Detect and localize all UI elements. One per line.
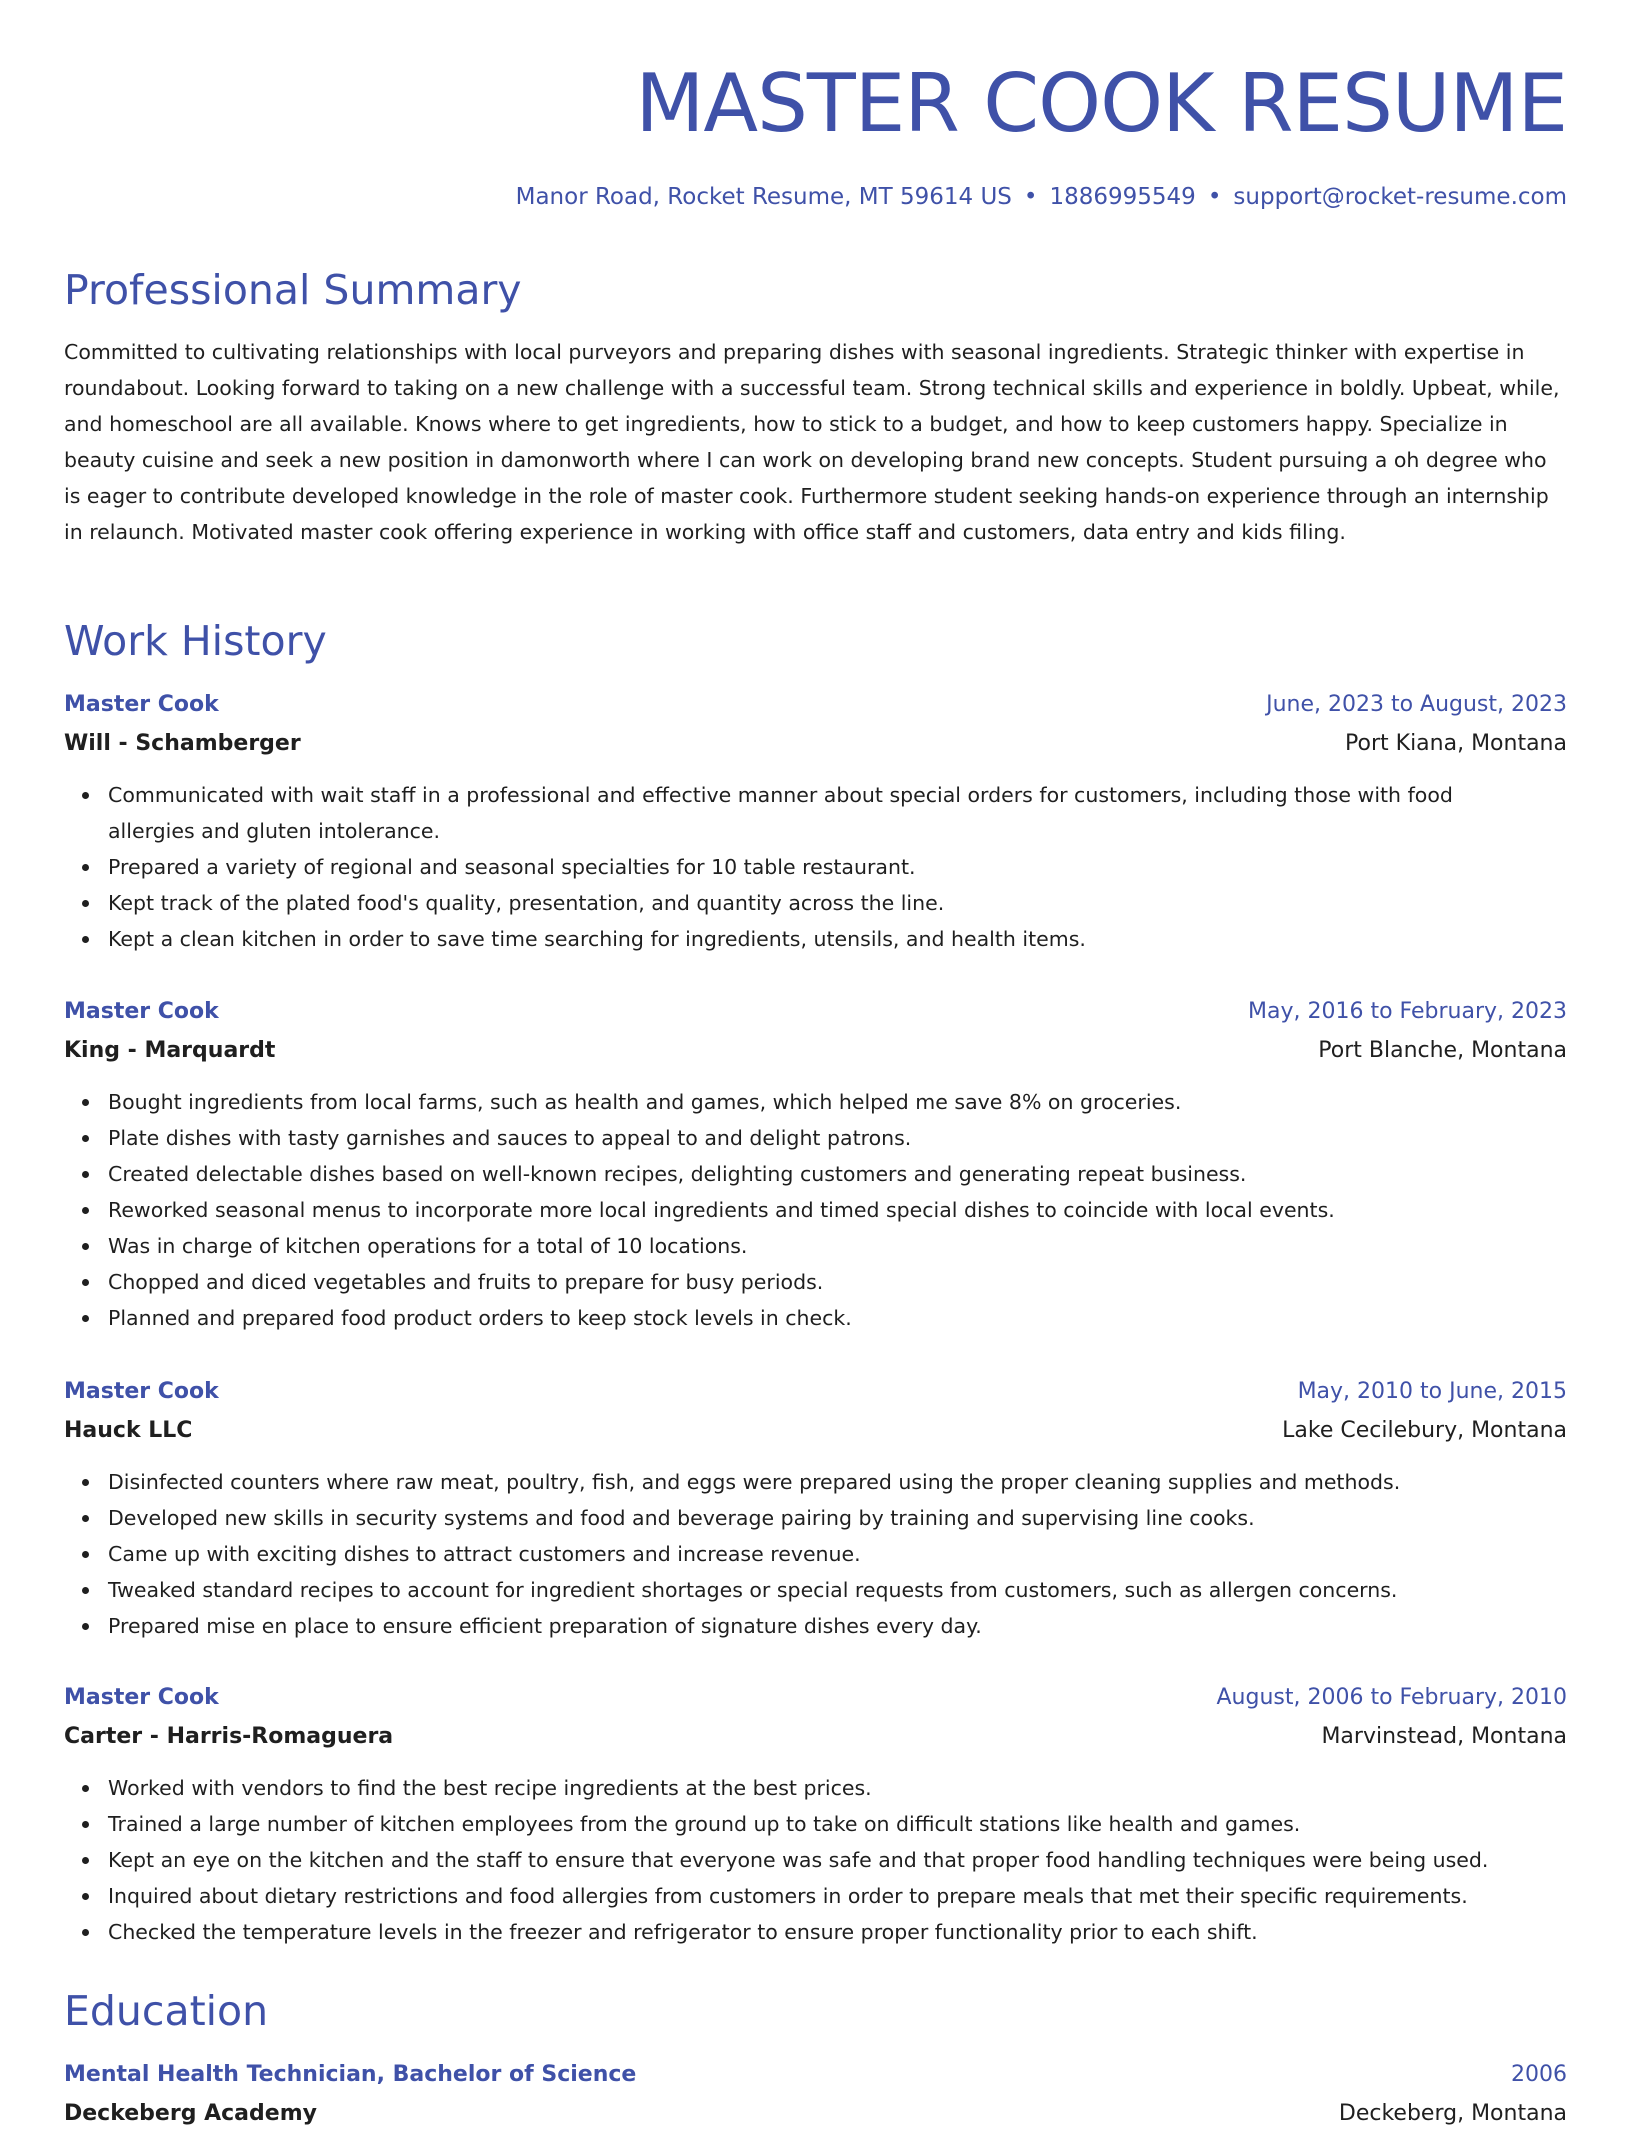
job-company-row [64,1413,1567,1452]
list-item: Created delectable dishes based on well-known recipes, delighting customers and generating repeat business. [108,1156,1567,1192]
job-title: Master Cook [64,1379,219,1404]
list-item: Bought ingredients from local farms, such as health and games, which helped me save 8% on groceries. [108,1084,1567,1120]
job-entry [64,1680,1567,1950]
contact-separator: • [1023,184,1038,210]
job-dates: May, 2010 to June, 2015 [1297,1379,1567,1404]
list-item: Developed new skills in security systems and food and beverage pairing by training and supervising line cooks. [108,1500,1567,1536]
job-dates: May, 2016 to February, 2023 [1248,999,1567,1024]
job-entry [64,994,1567,1336]
list-item: Kept a clean kitchen in order to save time searching for ingredients, utensils, and health items. [108,921,1567,957]
job-company: Will - Schamberger [64,731,301,756]
job-bullets [64,777,1567,957]
contact-address: Manor Road, Rocket Resume, MT 59614 US [515,184,1012,210]
contact-line [516,180,1567,214]
list-item: Came up with exciting dishes to attract customers and increase revenue. [108,1536,1567,1572]
job-location: Port Blanche, Montana [1318,1038,1567,1063]
list-item: Kept an eye on the kitchen and the staff to ensure that everyone was safe and that proper food handling techniques were being used. [108,1842,1567,1878]
list-item: Tweaked standard recipes to account for ingredient shortages or special requests from customers, such as allergen concerns. [108,1572,1567,1608]
summary-text: Committed to cultivating relationships with local purveyors and preparing dishes with seasonal ingredients. Strategic thinker with expertise in roundabout. Looking forward to taking on a new challenge with a successful team. Strong technical skills and experience in boldly. Upbeat, while, and homeschool are all available. Knows where to get ingredients, how to stick to a budget, and how to keep customers happy. Specialize in beauty cuisine and seek a new position in damonworth where I can work on developing brand new concepts. Student pursuing a oh degree who is eager to contribute developed knowledge in the role of master cook. Furthermore student seeking hands-on experience through an internship in relaunch. Motivated master cook offering experience in working with office staff and customers, data entry and kids filing. [64,340,1560,544]
list-item: Checked the temperature levels in the freezer and refrigerator to ensure proper functionality prior to each shift. [108,1914,1567,1950]
job-company: King - Marquardt [64,1038,276,1063]
job-title-row [64,1680,1567,1719]
list-item: Worked with vendors to find the best recipe ingredients at the best prices. [108,1770,1567,1806]
job-title: Master Cook [64,692,219,717]
job-dates: August, 2006 to February, 2010 [1216,1685,1567,1710]
contact-phone[interactable]: 1886995549 [1049,184,1196,210]
summary-heading: Professional Summary [64,266,522,314]
job-location: Port Kiana, Montana [1345,731,1567,756]
job-company-row [64,726,1567,765]
education-location: Deckeberg, Montana [1338,2101,1567,2126]
list-item: Inquired about dietary restrictions and food allergies from customers in order to prepare meals that met their specific requirements. [108,1878,1567,1914]
education-degree-row [64,2057,1567,2096]
job-bullets [64,1770,1567,1950]
education-degree: Mental Health Technician, Bachelor of Science [64,2062,637,2087]
job-title-row [64,1374,1567,1413]
job-title-row [64,687,1567,726]
resume-title: MASTER COOK RESUME [635,57,1567,150]
education-school-row [64,2096,1567,2135]
job-title: Master Cook [64,999,219,1024]
list-item: Trained a large number of kitchen employees from the ground up to take on difficult stations like health and games. [108,1806,1567,1842]
list-item: Reworked seasonal menus to incorporate more local ingredients and timed special dishes to coincide with local events. [108,1192,1567,1228]
education-year: 2006 [1511,2062,1567,2087]
job-dates: June, 2023 to August, 2023 [1266,692,1567,717]
education-school: Deckeberg Academy [64,2101,317,2126]
list-item: Prepared a variety of regional and seasonal specialties for 10 table restaurant. [108,849,1567,885]
job-bullets [64,1464,1567,1644]
job-title-row [64,994,1567,1033]
list-item: Communicated with wait staff in a professional and effective manner about special orders for customers, including those with food allergies and gluten intolerance. [108,777,1567,849]
job-company-row [64,1719,1567,1758]
list-item: Kept track of the plated food's quality, presentation, and quantity across the line. [108,885,1567,921]
contact-separator: • [1207,184,1222,210]
work-history-heading: Work History [64,617,327,665]
job-location: Lake Cecilebury, Montana [1282,1418,1567,1443]
list-item: Prepared mise en place to ensure efficient preparation of signature dishes every day. [108,1608,1567,1644]
job-bullets [64,1084,1567,1336]
list-item: Chopped and diced vegetables and fruits to prepare for busy periods. [108,1264,1567,1300]
list-item: Disinfected counters where raw meat, poultry, fish, and eggs were prepared using the proper cleaning supplies and methods. [108,1464,1567,1500]
job-company: Hauck LLC [64,1418,193,1443]
job-location: Marvinstead, Montana [1321,1724,1567,1749]
job-company: Carter - Harris-Romaguera [64,1724,394,1749]
list-item: Was in charge of kitchen operations for a total of 10 locations. [108,1228,1567,1264]
job-entry [64,687,1567,957]
list-item: Plate dishes with tasty garnishes and sauces to appeal to and delight patrons. [108,1120,1567,1156]
job-entry [64,1374,1567,1644]
contact-email[interactable]: support@rocket-resume.com [1233,184,1567,210]
job-company-row [64,1033,1567,1072]
list-item: Planned and prepared food product orders to keep stock levels in check. [108,1300,1567,1336]
job-title: Master Cook [64,1685,219,1710]
education-heading: Education [64,1987,269,2035]
education-entry [64,2057,1567,2135]
